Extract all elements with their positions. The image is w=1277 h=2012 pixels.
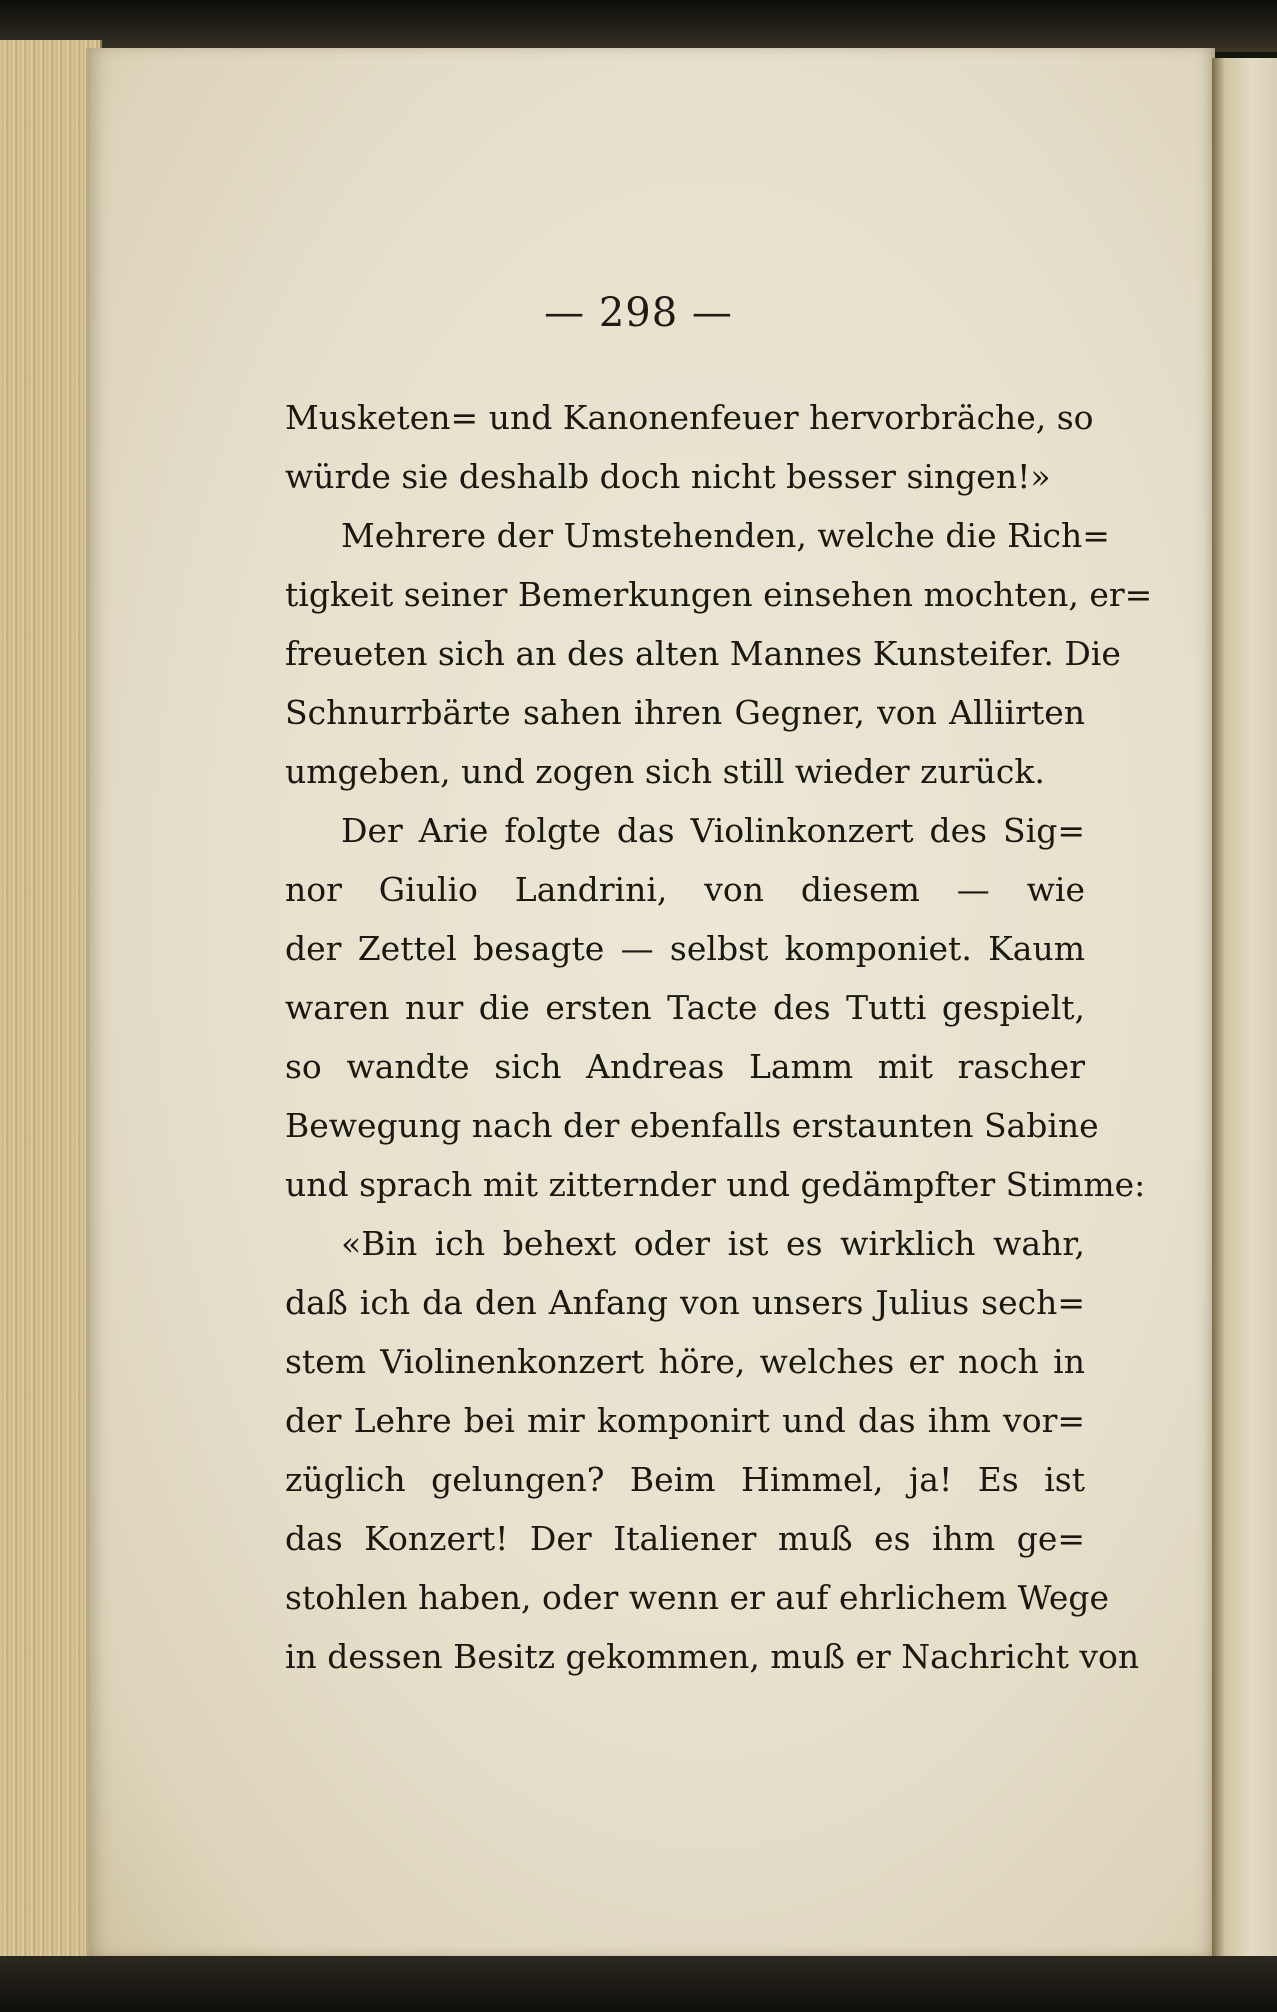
text-line: der Zettel besagte — selbst komponiet. Kaum <box>285 929 1085 968</box>
facing-page-edge <box>1212 58 1277 1958</box>
text-line: stohlen haben, oder wenn er auf ehrlichem Wege <box>285 1578 1110 1617</box>
text-line: «Bin ich behext oder ist es wirklich wahr, <box>341 1224 1085 1263</box>
text-line: züglich gelungen? Beim Himmel, ja! Es ist <box>285 1460 1085 1499</box>
text-line: Mehrere der Umstehenden, welche die Rich= <box>341 516 1110 555</box>
text-line: waren nur die ersten Tacte des Tutti gespielt, <box>285 988 1085 1027</box>
text-line: Der Arie folgte das Violinkonzert des Sig= <box>341 811 1085 850</box>
text-line: nor Giulio Landrini, von diesem — wie <box>285 870 1085 909</box>
text-line: daß ich da den Anfang von unsers Julius sech= <box>285 1283 1085 1322</box>
text-line: Bewegung nach der ebenfalls erstaunten Sabine <box>285 1106 1099 1145</box>
text-line: und sprach mit zitternder und gedämpfter Stimme: <box>285 1165 1146 1204</box>
page-number: — 298 — <box>544 290 733 336</box>
text-line: Musketen= und Kanonenfeuer hervorbräche, so <box>285 398 1094 437</box>
text-line: Schnurrbärte sahen ihren Gegner, von Alliirten <box>285 693 1085 732</box>
text-line: umgeben, und zogen sich still wieder zurück. <box>285 752 1045 791</box>
text-line: stem Violinenkonzert höre, welches er noch in <box>285 1342 1085 1381</box>
text-line: tigkeit seiner Bemerkungen einsehen mochten, er= <box>285 575 1153 614</box>
page-body-text <box>285 388 1153 1686</box>
text-line: freueten sich an des alten Mannes Kunsteifer. Die <box>285 634 1121 673</box>
text-line: würde sie deshalb doch nicht besser singen!» <box>285 457 1051 496</box>
text-line: so wandte sich Andreas Lamm mit rascher <box>285 1047 1085 1086</box>
book-bottom-edge <box>0 1956 1277 2012</box>
text-line: der Lehre bei mir komponirt und das ihm vor= <box>285 1401 1085 1440</box>
book-top-edge <box>0 0 1277 52</box>
text-line: das Konzert! Der Italiener muß es ihm ge= <box>285 1519 1085 1558</box>
text-line: in dessen Besitz gekommen, muß er Nachricht von <box>285 1637 1140 1676</box>
